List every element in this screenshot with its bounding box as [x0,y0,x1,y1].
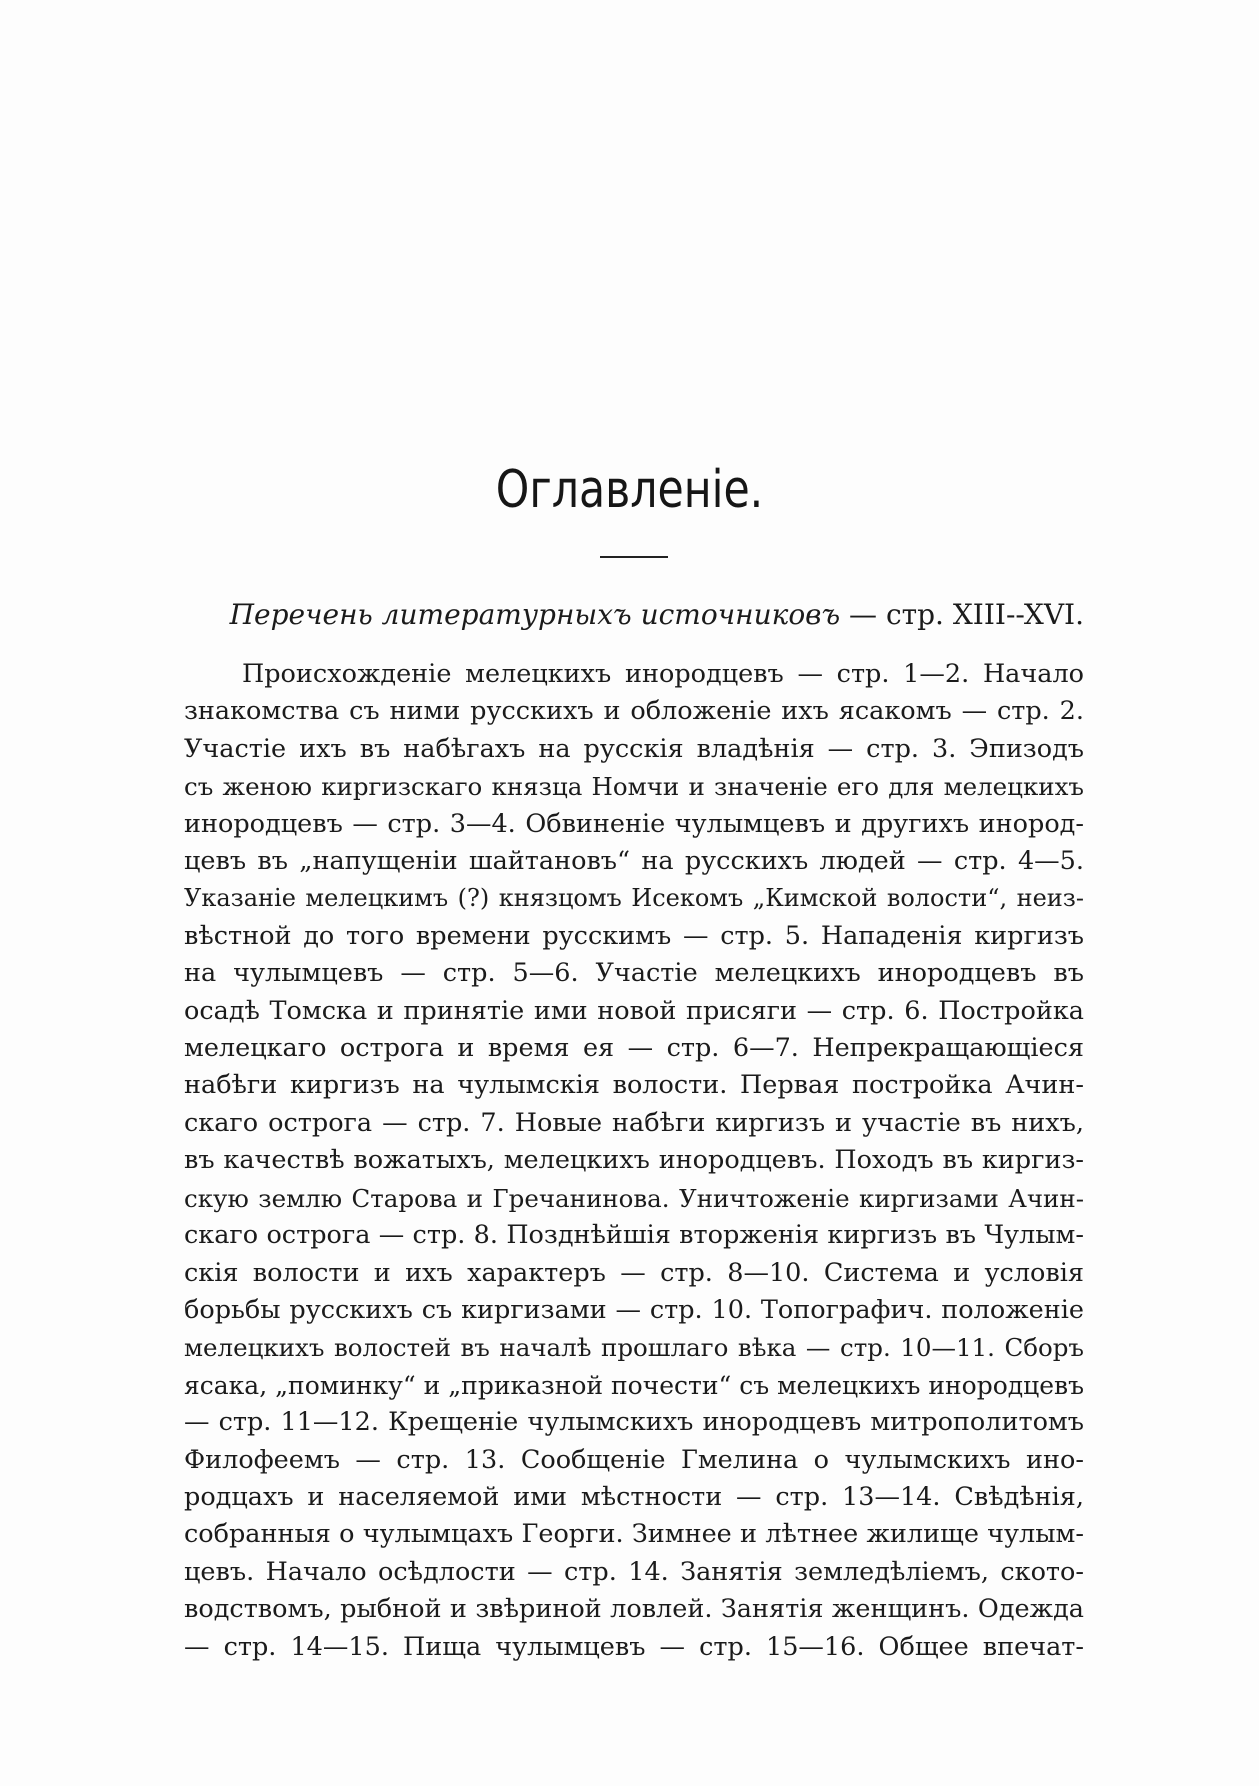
text-line: скую землю Старова и Гречанинова. Уничтоженіе киргизами Ачин- [184,1183,1084,1213]
text-line: знакомства съ ними русскихъ и обложеніе ихъ ясакомъ — стр. 2. [184,696,1084,727]
text-line: Участіе ихъ въ набѣгахъ на русскія владѣнія — стр. 3. Эпизодъ [184,733,1084,764]
text-line: набѣги киргизъ на чулымскія волости. Первая постройка Ачин- [184,1070,1084,1101]
text-line: ясака, „поминку“ и „приказной почести“ съ мелецкихъ инородцевъ [184,1370,1084,1400]
sources-entry [184,596,1084,634]
text-line: собранныя о чулымцахъ Георги. Зимнее и лѣтнее жилище чулым- [184,1519,1084,1550]
text-line: въ качествѣ вожатыхъ, мелецкихъ инородцевъ. Походъ въ киргиз- [184,1145,1084,1176]
text-line: — стр. 14—15. Пища чулымцевъ — стр. 15—16. Общее впечат- [184,1631,1084,1662]
text-line: осадѣ Томска и принятіе ими новой присяги — стр. 6. Постройка [184,995,1084,1026]
text-line: съ женою киргизскаго князца Номчи и значеніе его для мелецкихъ [184,772,1084,802]
text-line: скія волости и ихъ характеръ — стр. 8—10. Система и условія [184,1257,1084,1288]
page-title: Оглавленіе. [495,460,764,520]
text-line: Происхожденіе мелецкихъ инородцевъ — стр. 1—2. Начало [242,659,1084,689]
text-line: водствомъ, рыбной и звѣриной ловлей. Занятія женщинъ. Одежда [184,1594,1084,1625]
text-line: на чулымцевъ — стр. 5—6. Участіе мелецкихъ инородцевъ въ [184,958,1084,989]
sources-label: Перечень литературныхъ источниковъ [229,598,841,631]
text-line: скаго острога — стр. 7. Новые набѣги киргизъ и участіе въ нихъ, [184,1107,1084,1138]
text-line: Филофеемъ — стр. 13. Сообщеніе Гмелина о чулымскихъ ино- [184,1444,1084,1475]
text-line: — стр. 11—12. Крещеніе чулымскихъ инородцевъ митрополитомъ [184,1407,1084,1438]
title-divider [600,556,668,558]
text-line: цевъ. Начало осѣдлости — стр. 14. Занятія земледѣліемъ, ското- [184,1556,1084,1587]
text-line: борьбы русскихъ съ киргизами — стр. 10. Топографич. положеніе [184,1294,1084,1325]
text-line: родцахъ и населяемой ими мѣстности — стр. 13—14. Свѣдѣнія, [184,1481,1084,1512]
contents-paragraph [184,656,1084,1666]
text-line: цевъ въ „напущеніи шайтановъ“ на русскихъ людей — стр. 4—5. [184,846,1084,877]
sources-pages: — стр. XIII--XVI. [849,598,1084,631]
text-line: Указаніе мелецкимъ (?) князцомъ Исекомъ „Кимской волости“, неиз- [184,884,1084,913]
text-line: скаго острога — стр. 8. Позднѣйшія вторженія киргизъ въ Чулым- [184,1220,1084,1251]
text-line: мелецкихъ волостей въ началѣ прошлаго вѣка — стр. 10—11. Сборъ [184,1333,1084,1363]
text-line: инородцевъ — стр. 3—4. Обвиненіе чулымцевъ и другихъ инород- [184,808,1084,839]
text-line: вѣстной до того времени русскимъ — стр. 5. Нападенія киргизъ [184,920,1084,951]
text-line: мелецкаго острога и время ея — стр. 6—7. Непрекращающіеся [184,1033,1084,1064]
